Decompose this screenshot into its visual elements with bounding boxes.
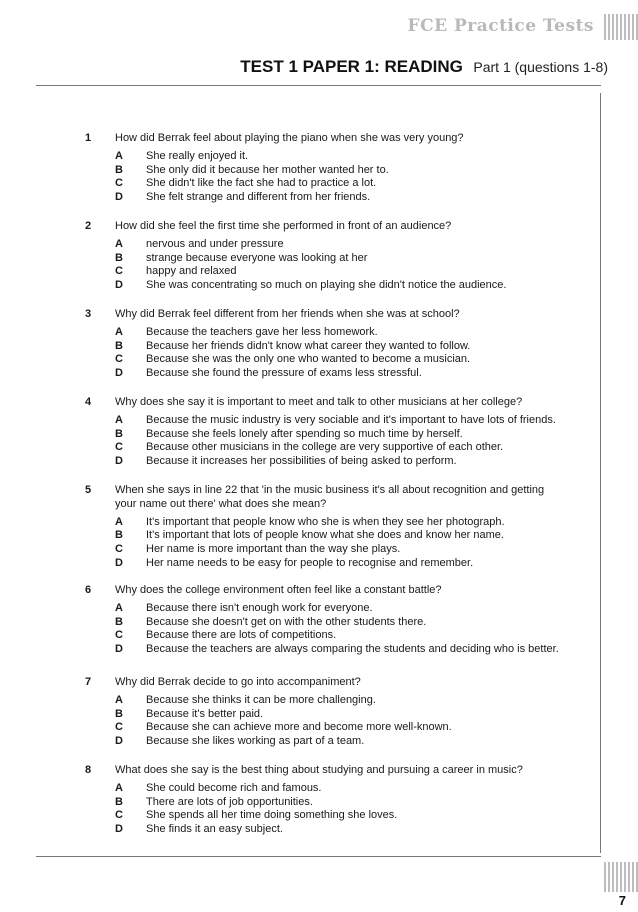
question-number: 3	[85, 308, 92, 320]
option-text: nervous and under pressure	[146, 238, 284, 251]
option-text: Because it's better paid.	[146, 707, 264, 720]
option-letter: B	[115, 427, 123, 440]
question-text: How did she feel the first time she performed in front of an audience?	[115, 220, 452, 232]
option-d	[0, 191, 638, 205]
option-c	[0, 629, 638, 643]
option-c	[0, 353, 638, 367]
question-text: Why did Berrak feel different from her friends when she was at school?	[115, 308, 460, 320]
option-letter: B	[115, 615, 123, 628]
option-text: happy and relaxed	[146, 265, 237, 278]
option-d	[0, 367, 638, 381]
option-text: Because she feels lonely after spending so much time by herself.	[146, 427, 463, 440]
option-letter: A	[115, 602, 123, 615]
option-letter: B	[115, 707, 123, 720]
option-a	[0, 694, 638, 708]
option-letter: C	[115, 629, 123, 642]
question-1	[0, 132, 638, 205]
option-c	[0, 809, 638, 823]
option-text: Because she doesn't get on with the other students there.	[146, 615, 427, 628]
option-letter: B	[115, 529, 123, 542]
option-text: There are lots of job opportunities.	[146, 795, 313, 808]
option-text: Because the music industry is very sociable and it's important to have lots of friends.	[146, 414, 556, 427]
option-text: Because she found the pressure of exams less stressful.	[146, 366, 422, 379]
option-list	[0, 414, 638, 468]
option-list	[0, 238, 638, 292]
option-letter: D	[115, 642, 123, 655]
option-a	[0, 516, 638, 530]
question-2	[0, 220, 638, 293]
question-text: How did Berrak feel about playing the piano when she was very young?	[115, 132, 464, 144]
option-a	[0, 602, 638, 616]
option-b	[0, 796, 638, 810]
option-b	[0, 428, 638, 442]
option-list	[0, 150, 638, 204]
option-text: She felt strange and different from her friends.	[146, 190, 371, 203]
question-number: 5	[85, 484, 92, 496]
bottom-rule	[36, 856, 601, 857]
option-c	[0, 441, 638, 455]
option-text: Because there isn't enough work for everyone.	[146, 602, 373, 615]
option-text: Because she can achieve more and become more well-known.	[146, 721, 452, 734]
option-list	[0, 516, 638, 570]
option-a	[0, 326, 638, 340]
option-letter: C	[115, 441, 123, 454]
question-text: What does she say is the best thing about studying and pursuing a career in music?	[115, 764, 523, 776]
option-c	[0, 721, 638, 735]
series-title: FCE Practice Tests	[407, 16, 594, 36]
option-text: She really enjoyed it.	[146, 150, 249, 163]
option-text: Her name is more important than the way she plays.	[146, 542, 401, 555]
option-a	[0, 782, 638, 796]
option-list	[0, 602, 638, 656]
question-text: Why did Berrak decide to go into accompaniment?	[115, 676, 361, 688]
option-text: Her name needs to be easy for people to recognise and remember.	[146, 556, 474, 569]
option-b	[0, 164, 638, 178]
option-c	[0, 543, 638, 557]
option-text: Because it increases her possibilities of being asked to perform.	[146, 454, 457, 467]
footer-stripe-decoration	[604, 862, 638, 892]
option-d	[0, 643, 638, 657]
option-a	[0, 414, 638, 428]
option-letter: D	[115, 190, 123, 203]
option-text: She spends all her time doing something she loves.	[146, 809, 398, 822]
option-letter: D	[115, 366, 123, 379]
option-letter: C	[115, 177, 123, 190]
option-a	[0, 150, 638, 164]
option-text: It's important that lots of people know what she does and know her name.	[146, 529, 504, 542]
option-a	[0, 238, 638, 252]
question-number: 4	[85, 396, 92, 408]
question-3	[0, 308, 638, 381]
option-c	[0, 177, 638, 191]
option-d	[0, 823, 638, 837]
option-letter: D	[115, 278, 123, 291]
question-4	[0, 396, 638, 469]
option-text: Because the teachers gave her less homework.	[146, 326, 378, 339]
option-text: Because she likes working as part of a team.	[146, 734, 365, 747]
question-number: 2	[85, 220, 92, 232]
option-letter: D	[115, 556, 123, 569]
question-6	[0, 584, 638, 657]
option-letter: B	[115, 795, 123, 808]
question-number: 7	[85, 676, 92, 688]
option-letter: B	[115, 251, 123, 264]
option-b	[0, 616, 638, 630]
option-letter: B	[115, 339, 123, 352]
option-list	[0, 694, 638, 748]
question-number: 6	[85, 584, 92, 596]
question-8	[0, 764, 638, 837]
option-d	[0, 455, 638, 469]
option-d	[0, 557, 638, 571]
question-number: 1	[85, 132, 92, 144]
option-letter: C	[115, 542, 123, 555]
question-number: 8	[85, 764, 92, 776]
option-text: Because the teachers are always comparing the students and deciding who is better.	[146, 642, 559, 655]
page-heading	[240, 57, 608, 77]
heading-sub: Part 1 (questions 1-8)	[473, 59, 608, 75]
option-text: Because other musicians in the college are very supportive of each other.	[146, 441, 504, 454]
option-c	[0, 265, 638, 279]
question-text: Why does she say it is important to meet and talk to other musicians at her college?	[115, 396, 523, 408]
option-letter: A	[115, 150, 123, 163]
option-text: strange because everyone was looking at her	[146, 251, 368, 264]
option-letter: C	[115, 353, 123, 366]
option-text: Because she thinks it can be more challenging.	[146, 694, 376, 707]
option-letter: B	[115, 163, 123, 176]
question-5	[0, 484, 638, 570]
option-letter: A	[115, 694, 123, 707]
option-d	[0, 279, 638, 293]
option-text: She could become rich and famous.	[146, 782, 322, 795]
option-text: She only did it because her mother wanted her to.	[146, 163, 389, 176]
option-text: It's important that people know who she is when they see her photograph.	[146, 515, 505, 528]
top-rule	[36, 85, 601, 86]
option-letter: A	[115, 782, 123, 795]
option-letter: C	[115, 721, 123, 734]
option-b	[0, 708, 638, 722]
option-text: Because there are lots of competitions.	[146, 629, 337, 642]
option-letter: C	[115, 809, 123, 822]
option-letter: A	[115, 414, 123, 427]
option-b	[0, 340, 638, 354]
page-number: 7	[618, 893, 626, 908]
option-letter: C	[115, 265, 123, 278]
option-text: Because she was the only one who wanted to become a musician.	[146, 353, 471, 366]
option-letter: A	[115, 238, 123, 251]
option-letter: D	[115, 454, 123, 467]
option-text: Because her friends didn't know what career they wanted to follow.	[146, 339, 471, 352]
option-text: She finds it an easy subject.	[146, 822, 283, 835]
option-letter: D	[115, 822, 123, 835]
question-text: When she says in line 22 that 'in the music business it's all about recognition and getting your name out there' what does she mean?	[115, 484, 545, 510]
heading-main: TEST 1 PAPER 1: READING	[240, 57, 463, 76]
option-list	[0, 782, 638, 836]
option-letter: D	[115, 734, 123, 747]
option-b	[0, 252, 638, 266]
option-text: She was concentrating so much on playing she didn't notice the audience.	[146, 278, 507, 291]
option-letter: A	[115, 326, 123, 339]
question-7	[0, 676, 638, 749]
option-b	[0, 529, 638, 543]
option-d	[0, 735, 638, 749]
question-text: Why does the college environment often feel like a constant battle?	[115, 584, 442, 596]
header-stripe-decoration	[604, 14, 638, 40]
option-letter: A	[115, 515, 123, 528]
option-list	[0, 326, 638, 380]
option-text: She didn't like the fact she had to practice a lot.	[146, 177, 377, 190]
